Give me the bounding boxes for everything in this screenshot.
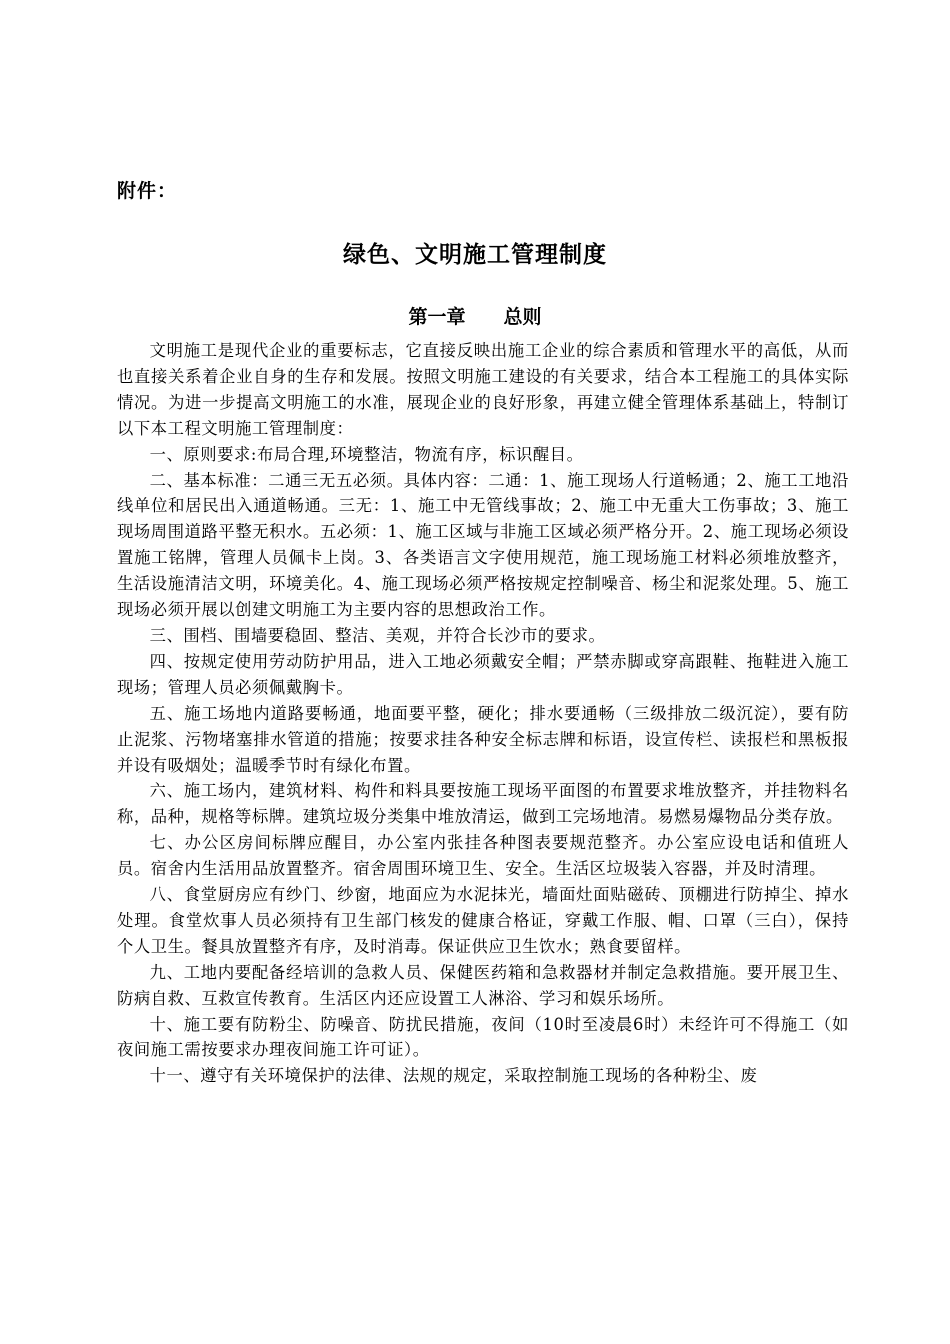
paragraph-item-6: 六、施工场内，建筑材料、构件和料具要按施工现场平面图的布置要求堆放整齐，并挂物料名称，品种，规格等标牌。建筑垃圾分类集中堆放清运，做到工完场地清。易燃易爆物品分类存放。 (117, 781, 849, 827)
paragraph-item-3: 三、围档、围墙要稳固、整洁、美观，并符合长沙市的要求。 (149, 625, 606, 645)
attachment-label: 附件： (117, 180, 178, 202)
body-text (117, 338, 849, 1089)
paragraph-item-11: 十一、遵守有关环境保护的法律、法规的规定，采取控制施工现场的各种粉尘、废 (149, 1066, 758, 1086)
paragraph-item-4: 四、按规定使用劳动防护用品，进入工地必须戴安全帽；严禁赤脚或穿高跟鞋、拖鞋进入施工现场；管理人员必须佩戴胸卡。 (117, 651, 849, 697)
document-title: 绿色、文明施工管理制度 (343, 242, 607, 268)
paragraph-item-8: 八、食堂厨房应有纱门、纱窗，地面应为水泥抹光，墙面灶面贴磁砖、顶棚进行防掉尘、掉水处理。食堂炊事人员必须持有卫生部门核发的健康合格证，穿戴工作服、帽、口罩（三白），保持个人卫生。餐具放置整齐有序，及时消毒。保证供应卫生饮水；熟食要留样。 (117, 885, 849, 956)
paragraph-item-7: 七、办公区房间标牌应醒目，办公室内张挂各种图表要规范整齐。办公室应设电话和值班人员。宿舍内生活用品放置整齐。宿舍周围环境卫生、安全。生活区垃圾装入容器，并及时清理。 (117, 833, 849, 879)
chapter-heading (0, 302, 950, 329)
paragraph-intro: 文明施工是现代企业的重要标志，它直接反映出施工企业的综合素质和管理水平的高低，从而也直接关系着企业自身的生存和发展。按照文明施工建设的有关要求，结合本工程施工的具体实际情况。为进一步提高文明施工的水准，展现企业的良好形象，再建立健全管理体系基础上，特制订以下本工程文明施工管理制度： (117, 341, 849, 438)
paragraph-item-1: 一、原则要求:布局合理,环境整洁，物流有序，标识醒目。 (149, 444, 584, 464)
paragraph-item-9: 九、工地内要配备经培训的急救人员、保健医药箱和急救器材并制定急救措施。要开展卫生、防病自救、互救宣传教育。生活区内还应设置工人淋浴、学习和娱乐场所。 (117, 962, 849, 1008)
paragraph-item-10: 十、施工要有防粉尘、防噪音、防扰民措施，夜间（10时至凌晨6时）未经许可不得施工（如夜间施工需按要求办理夜间施工许可证）。 (117, 1014, 849, 1060)
chapter-name: 总则 (503, 306, 542, 328)
chapter-number: 第一章 (408, 306, 466, 328)
paragraph-item-2: 二、基本标准：二通三无五必须。具体内容：二通：1、施工现场人行道畅通；2、施工工地沿线单位和居民出入通道畅通。三无：1、施工中无管线事故；2、施工中无重大工伤事故；3、施工现场周围道路平整无积水。五必须：1、施工区域与非施工区域必须严格分开。2、施工现场必须设置施工铭牌，管理人员佩卡上岗。3、各类语言文字使用规范，施工现场施工材料必须堆放整齐，生活设施清洁文明，环境美化。4、施工现场必须严格按规定控制噪音、杨尘和泥浆处理。5、施工现场必须开展以创建文明施工为主要内容的思想政治工作。 (117, 470, 849, 620)
paragraph-item-5: 五、施工场地内道路要畅通，地面要平整，硬化；排水要通畅（三级排放二级沉淀），要有防止泥浆、污物堵塞排水管道的措施；按要求挂各种安全标志牌和标语，设宣传栏、读报栏和黑板报并设有吸烟处；温暖季节时有绿化布置。 (117, 703, 849, 775)
